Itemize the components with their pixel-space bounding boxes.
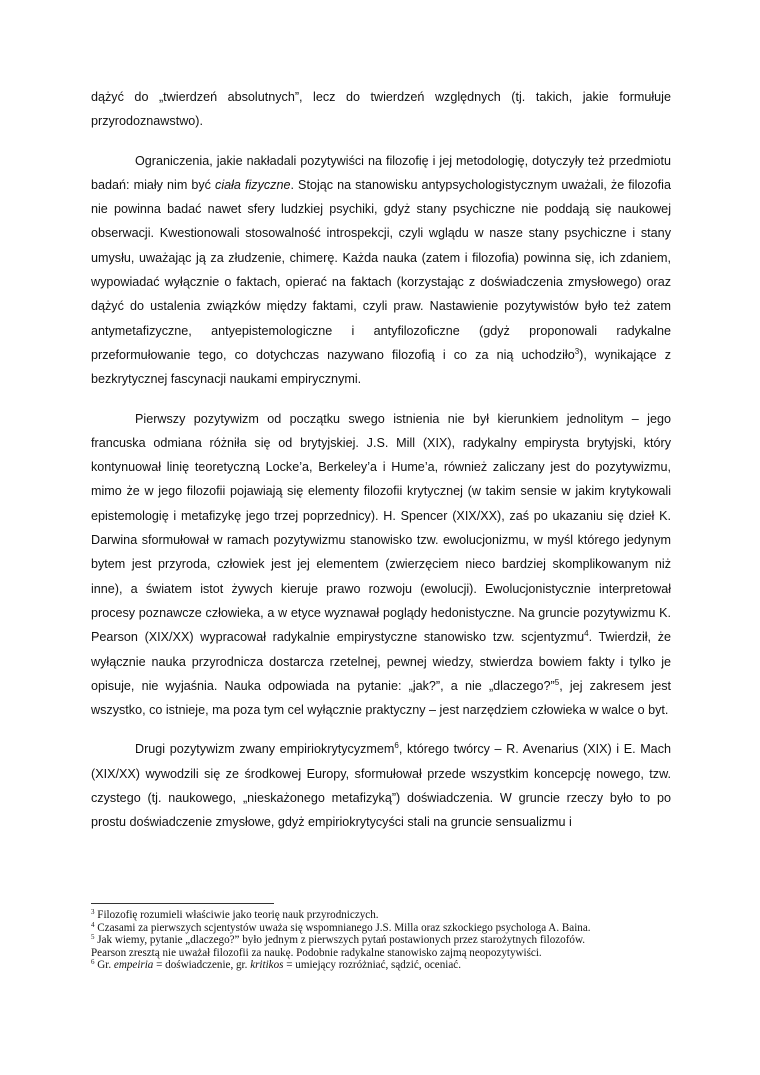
paragraph-first-positivism: Pierwszy pozytywizm od początku swego istnienia nie był kierunkiem jednolitym – jego francuska odmiana różniła się od brytyjskiej. J.S. Mill (XIX), radykalny empirysta brytyjski, który kontynuował linię teoretyczną Locke’a, Berkeley’a i Hume’a, również zaliczany jest do pozytywizmu, mimo że w jego filozofii pojawiają się elementy filozofii krytycznej (w takim sensie w jakim krytykowali epistemologię i metafizykę jego trzej poprzednicy). H. Spencer (XIX/XX), zaś po ukazaniu się dzieł K. Darwina sformułował w ramach pozytywizmu stanowisko tzw. ewolucjonizmu, w myśl którego jedynym bytem jest przyroda, człowiek jest jej elementem (zwierzęciem nieco bardziej skomplikowanym niż inne), a światem istot żywych kieruje prawo rozwoju (ewolucji). Ewolucjonistycznie interpretował procesy poznawcze człowieka, a w etyce wyznawał poglądy hedonistyczne. Na gruncie pozytywizmu K. Pearson (XIX/XX) wypracował radykalnie empirystyczne stanowisko tzw. scjentyzmu$^4$. Twierdził, że wyłącznie nauka przyrodnicza dostarcza rzetelnej, pewnej wiedzy, stwierdza bowiem fakty i tylko je opisuje, nie wyjaśnia. Nauka odpowiada na pytanie: „jak?”, a nie „dlaczego?”$^5$, jej zakresem jest wszystko, co istnieje, ma poza tym cel wyłącznie praktyczny – jest narzędziem człowieka w walce o byt. [91, 411, 672, 718]
paragraph-continuation: dążyć do „twierdzeń absolutnych”, lecz do twierdzeń względnych (tj. takich, jakie formułuje przyrodoznawstwo). [91, 90, 671, 129]
footnote-ref-3[interactable]: 3 [574, 346, 580, 356]
body-text [91, 85, 671, 835]
footnote-ref-6[interactable]: 6 [394, 741, 399, 751]
footnote-ref-4[interactable]: 4 [584, 629, 589, 639]
footnote-5-continuation: Pearson zresztą nie uważał filozofii za naukę. Podobnie radykalne stanowisko zajmą neopozytywiści. [91, 946, 542, 959]
footnote-3: $^3$ Filozofię rozumieli właściwie jako teorię nauk przyrodniczych. [91, 908, 379, 921]
footnotes [91, 909, 671, 972]
footnote-6: $^6$ Gr. empeiria = doświadczenie, gr. kritikos = umiejący rozróżniać, sądzić, oceniać. [91, 958, 461, 972]
footnote-4: $^4$ Czasami za pierwszych scjentystów uważa się wspomnianego J.S. Milla oraz szkockiego psychologa A. Baina. [91, 920, 591, 934]
footnote-ref-5[interactable]: 5 [554, 677, 560, 687]
footnote-5: $^5$ Jak wiemy, pytanie „dlaczego?” było jednym z pierwszych pytań postawionych przez starożytnych filozofów. [91, 933, 586, 947]
paragraph-limitations: Ograniczenia, jakie nakładali pozytywiści na filozofię i jej metodologię, dotyczyły też przedmiotu badań: miały nim być ciała fizyczne. Stojąc na stanowisku antypsychologistycznym uważali, że filozofia nie powinna badać nawet sfery ludzkiej psychiki, gdyż stany psychiczne nie poddają się naukowej obserwacji. Kwestionowali stosowalność introspekcji, czyli wglądu w nasze stany psychiczne i stany umysłu, uważając ją za złudzenie, chimerę. Każda nauka (zatem i filozofia) powinna się, ich zdaniem, wypowiadać wyłącznie o faktach, opierać na faktach (korzystając z doświadczenia zmysłowego) oraz dążyć do ustalenia związków między faktami, czyli praw. Nastawienie pozytywistów było też zatem antymetafizyczne, antyepistemologiczne i antyfilozoficzne (gdyż proponowali radykalne przeformułowanie tego, co dotychczas nazywano filozofią i co za nią uchodziło$^3$), wynikające z bezkrytycznej fascynacji naukami empirycznymi. [91, 153, 671, 387]
paragraph-second-positivism: Drugi pozytywizm zwany empiriokrytycyzmem$^6$, którego twórcy – R. Avenarius (XIX) i E. Mach (XIX/XX) wywodzili się ze środkowej Europy, sformułował przede wszystkim koncepcję nowego, tzw. czystego (tj. naukowego, „nieskażonego metafizyką”) doświadczenia. W gruncie rzeczy było to po prostu doświadczenie zmysłowe, gdyż empiriokrytycyści stali na gruncie sensualizmu i [91, 741, 671, 830]
emphasis-physical-bodies: ciała fizyczne [215, 177, 291, 192]
footnote-separator [91, 903, 274, 904]
